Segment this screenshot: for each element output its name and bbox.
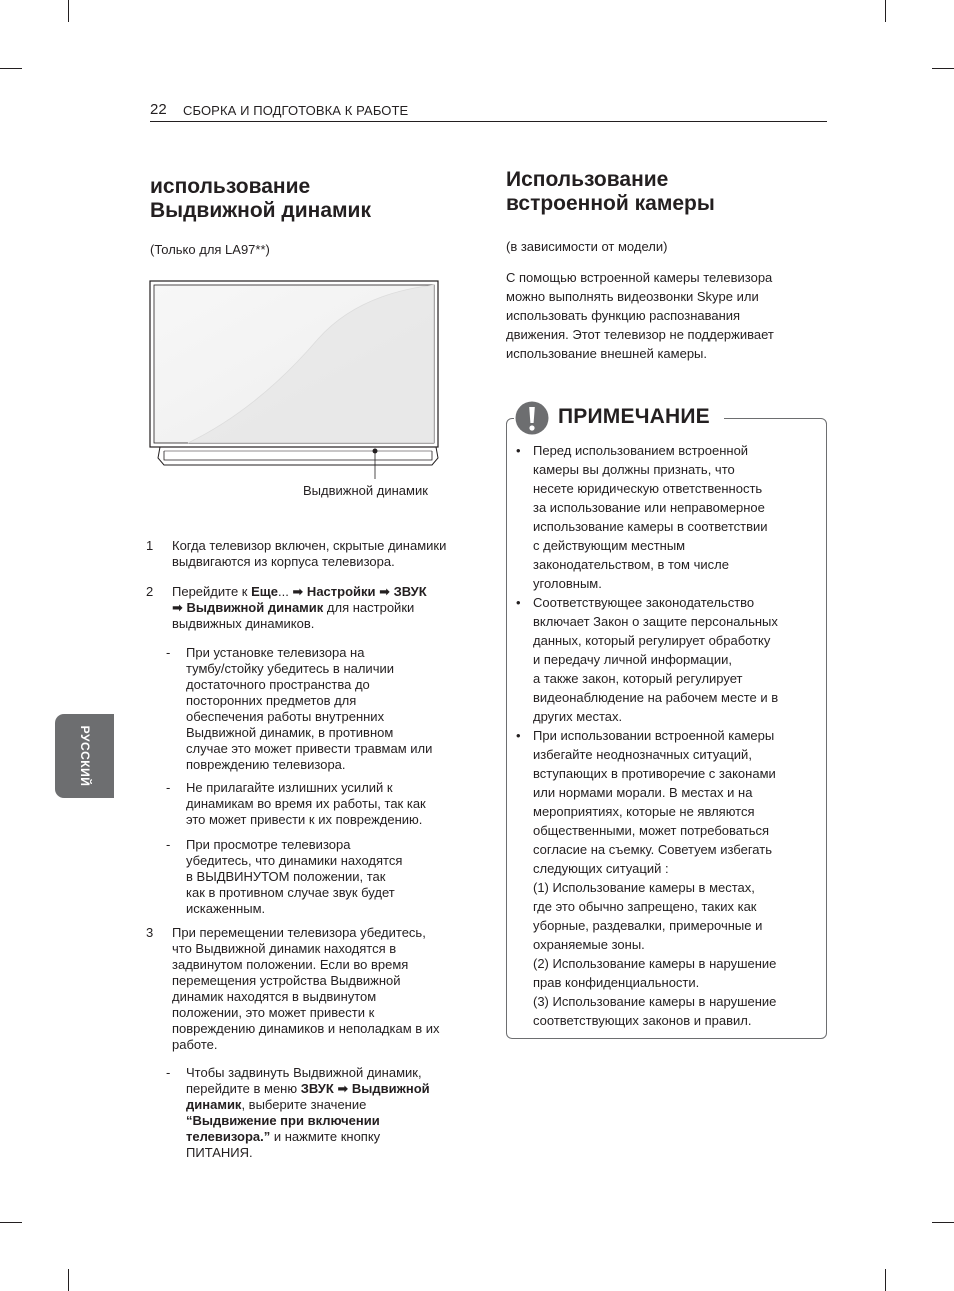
note-line: общественными, может потребоваться <box>533 823 770 838</box>
crop-mark <box>932 68 954 69</box>
note-line: уборные, раздевалки, примерочные и <box>533 918 763 933</box>
item-line: перейдите в меню ЗВУК ➡ Выдвижной <box>186 1081 430 1096</box>
note-header <box>514 400 724 440</box>
note-line: мероприятиях, которые не являются <box>533 804 755 819</box>
language-tab <box>55 714 114 798</box>
note-line: включает Закон о защите персональных <box>533 614 778 629</box>
crop-mark <box>68 0 69 22</box>
note-line: за использование или неправомерное <box>533 500 765 515</box>
language-tab-label: РУССКИЙ <box>77 725 92 787</box>
item-line: это может привести к их повреждению. <box>186 812 423 827</box>
left-heading-line2: Выдвижной динамик <box>150 199 371 222</box>
note-title: ПРИМЕЧАНИЕ <box>558 405 710 428</box>
crop-mark <box>885 0 886 22</box>
item-line: работе. <box>172 1037 218 1052</box>
note-line: согласие на съемку. Советуем избегать <box>533 842 772 857</box>
item-line: искаженным. <box>186 901 266 916</box>
item-line: тумбу/стойку убедитесь в наличии <box>186 661 394 676</box>
item-line: Когда телевизор включен, скрытые динамики <box>172 538 447 553</box>
note-line: где это обычно запрещено, таких как <box>533 899 757 914</box>
item-line: повреждению динамиков и неполадкам в их <box>172 1021 440 1036</box>
note-line: Соответствующее законодательство <box>533 595 755 610</box>
section-title: СБОРКА И ПОДГОТОВКА К РАБОТЕ <box>183 103 409 118</box>
right-model-note: (в зависимости от модели) <box>506 239 668 254</box>
note-line: (1) Использование камеры в местах, <box>533 880 755 895</box>
left-heading-line1: использование <box>150 175 311 198</box>
note-line: или нормами морали. В местах и на <box>533 785 753 800</box>
left-heading <box>150 175 371 223</box>
note-line: уголовным. <box>533 576 602 591</box>
crop-mark <box>0 1222 22 1223</box>
right-heading-line1: Использование <box>506 168 669 191</box>
tv-illustration <box>148 279 448 479</box>
right-heading-line2: встроенной камеры <box>506 192 715 215</box>
note-line: прав конфиденциальности. <box>533 975 700 990</box>
item-line: достаточного пространства до <box>186 677 370 692</box>
item-line: При перемещении телевизора убедитесь, <box>172 925 426 940</box>
crop-mark <box>68 1269 69 1291</box>
item-line: Не прилагайте излишних усилий к <box>186 780 393 795</box>
body-line: движения. Этот телевизор не поддерживает <box>506 327 774 342</box>
note-line: Перед использованием встроенной <box>533 443 749 458</box>
page-header <box>150 101 827 122</box>
item-line: ➡ Выдвижной динамик для настройки <box>172 600 415 615</box>
item-line: посторонних предметов для <box>186 693 357 708</box>
bullet: • <box>516 595 521 610</box>
dash: - <box>166 837 171 852</box>
note-line: вступающих в противоречие с законами <box>533 766 776 781</box>
item-line: выдвигаются из корпуса телевизора. <box>172 554 395 569</box>
note-line: с действующим местным <box>533 538 686 553</box>
item-number: 1 <box>146 538 154 553</box>
crop-mark <box>0 68 22 69</box>
body-line: можно выполнять видеозвонки Skype или <box>506 289 759 304</box>
item-line: что Выдвижной динамик находятся в <box>172 941 397 956</box>
left-model-note: (Только для LA97**) <box>150 242 270 257</box>
note-line: следующих ситуаций : <box>533 861 669 876</box>
note-line: соответствующих законов и правил. <box>533 1013 752 1028</box>
item-line: При установке телевизора на <box>186 645 365 660</box>
item-line: Чтобы задвинуть Выдвижной динамик, <box>186 1065 422 1080</box>
camera-description <box>506 268 816 363</box>
item-line: задвинутом положении. Если во время <box>172 957 409 972</box>
item-line: как в противном случае звук будет <box>186 885 395 900</box>
item-number: 3 <box>146 925 154 940</box>
exclamation-icon <box>514 400 550 436</box>
item-line: динамик находятся в выдвинутом <box>172 989 377 1004</box>
body-line: использование внешней камеры. <box>506 346 708 361</box>
item-line: случае это может привести травмам или <box>186 741 433 756</box>
right-heading <box>506 168 715 216</box>
item-line: повреждению телевизора. <box>186 757 346 772</box>
crop-mark <box>932 1222 954 1223</box>
figure-caption: Выдвижной динамик <box>303 483 428 498</box>
note-line: видеонаблюдение на рабочем месте и в <box>533 690 779 705</box>
page-number: 22 <box>150 101 167 118</box>
note-line: (3) Использование камеры в нарушение <box>533 994 777 1009</box>
note-line: использование камеры в соответствии <box>533 519 768 534</box>
item-line: ПИТАНИЯ. <box>186 1145 253 1160</box>
item-line: динамик, выберите значение <box>186 1097 367 1112</box>
note-line: других местах. <box>533 709 623 724</box>
item-line: телевизора.” и нажмите кнопку <box>186 1129 381 1144</box>
item-line: “Выдвижение при включении <box>186 1113 380 1128</box>
note-line: законодательством, в том числе <box>533 557 729 572</box>
item-line: перемещения устройства Выдвижной <box>172 973 401 988</box>
item-line: положении, это может привести к <box>172 1005 375 1020</box>
body-line: С помощью встроенной камеры телевизора <box>506 270 773 285</box>
item-line: Выдвижной динамик, в противном <box>186 725 394 740</box>
note-line: а также закон, который регулирует <box>533 671 743 686</box>
note-line: несете юридическую ответственность <box>533 481 763 496</box>
dash: - <box>166 645 171 660</box>
bullet: • <box>516 728 521 743</box>
dash: - <box>166 1065 171 1080</box>
note-line: избегайте неоднозначных ситуаций, <box>533 747 752 762</box>
item-number: 2 <box>146 584 154 599</box>
body-line: использовать функцию распознавания <box>506 308 741 323</box>
item-line: в ВЫДВИНУТОМ положении, так <box>186 869 386 884</box>
item-line: выдвижных динамиков. <box>172 616 315 631</box>
note-line: и передачу личной информации, <box>533 652 732 667</box>
item-line: обеспечения работы внутренних <box>186 709 385 724</box>
item-line: При просмотре телевизора <box>186 837 351 852</box>
item-line: убедитесь, что динамики находятся <box>186 853 403 868</box>
note-line: данных, который регулирует обработку <box>533 633 771 648</box>
note-line: При использовании встроенной камеры <box>533 728 775 743</box>
item-line: Перейдите к Еще... ➡ Настройки ➡ ЗВУК <box>172 584 427 599</box>
note-line: (2) Использование камеры в нарушение <box>533 956 777 971</box>
item-line: динамикам во время их работы, так как <box>186 796 426 811</box>
note-line: охраняемые зоны. <box>533 937 645 952</box>
bullet: • <box>516 443 521 458</box>
crop-mark <box>885 1269 886 1291</box>
dash: - <box>166 780 171 795</box>
note-line: камеры вы должны признать, что <box>533 462 735 477</box>
